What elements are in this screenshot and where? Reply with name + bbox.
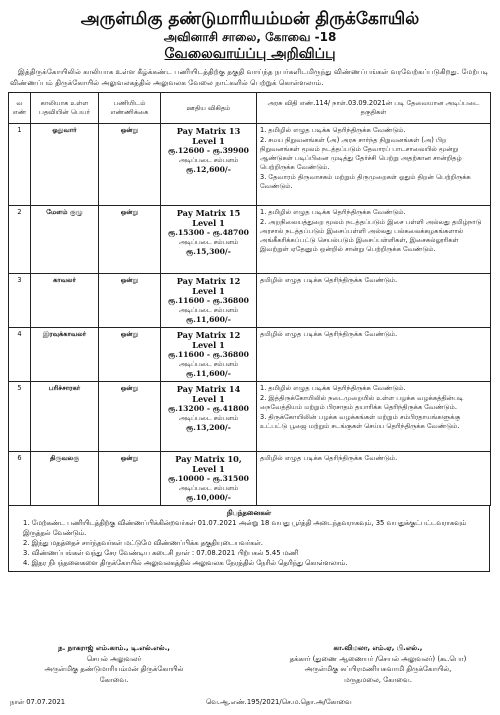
signatory-place: மருதமலை, கோவை. <box>344 675 412 684</box>
pay-matrix: Pay Matrix 12 Level 1 <box>176 330 241 350</box>
basic-pay-amount: ரூ.13,200/- <box>186 423 231 432</box>
table-row <box>9 124 491 206</box>
conditions-title: நிபந்தனைகள் <box>226 509 272 517</box>
post-name-cell: காவலர் <box>31 274 99 328</box>
pay-range: ரூ.13200 - ரூ.41800 <box>168 404 249 413</box>
vacancy-table <box>8 92 491 506</box>
qualification-item: 2. இத்திருக்கோயிலில் நடைமுறையில் உள்ள பழக்க வழக்கத்தின்படி நைவேத்தியம் மற்றும் பிரசாதம் தயாரிக்க தெரிந்திருக்க வேண்டும். <box>260 394 464 411</box>
header-post-count: பணியிடம் எண்ணிக்கை <box>99 93 161 124</box>
signature-trustee <box>262 643 494 685</box>
salary-cell <box>161 382 257 452</box>
table-row <box>9 274 491 328</box>
basic-pay-label: அடிப்படை சம்பளம் <box>178 360 239 368</box>
serial-number-cell: 4 <box>9 328 31 382</box>
serial-number-cell: 5 <box>9 382 31 452</box>
pay-range: ரூ.15300 - ரூ.48700 <box>168 228 249 237</box>
basic-pay-label: அடிப்படை சம்பளம் <box>178 484 239 492</box>
post-name-cell: பரிச்சாரகர் <box>31 382 99 452</box>
qualification-cell <box>257 382 491 452</box>
qualification-item: 1. தமிழில் எழுத படிக்க தெரிந்திருக்க வேண்டும். <box>260 208 406 216</box>
basic-pay-amount: ரூ.10,000/- <box>186 493 231 502</box>
notice-date: நாள் 07.07.2021 <box>10 698 66 706</box>
pay-matrix: Pay Matrix 12 Level 1 <box>176 276 241 296</box>
temple-address: அவினாசி சாலை, கோவை -18 <box>163 30 337 44</box>
salary-cell <box>161 328 257 382</box>
header-salary: ஊதிய விகிதம் <box>161 93 257 124</box>
post-count-cell: ஒன்று <box>99 206 161 274</box>
basic-pay-label: அடிப்படை சம்பளம் <box>178 238 239 246</box>
conditions-box <box>8 506 490 572</box>
table-row <box>9 328 491 382</box>
qualification-cell <box>257 206 491 274</box>
condition-item: 3. விண்ணப்பங்கள் வந்து சேர வேண்டிய கடைசி நாள் : 07.08.2021 பிற்பகல் 5.45 மணி <box>23 549 299 557</box>
pay-matrix: Pay Matrix 14 Level 1 <box>176 384 241 404</box>
post-name-cell: ஓதுவார் <box>31 124 99 206</box>
salary-cell <box>161 452 257 506</box>
qualification-cell <box>257 124 491 206</box>
table-header-row <box>9 93 491 124</box>
signatory-designation: செயல் அலுவலர் <box>86 654 142 663</box>
vacancy-rows <box>9 124 491 506</box>
basic-pay-amount: ரூ.12,600/- <box>186 165 231 174</box>
qualification-cell <box>257 452 491 506</box>
post-count-cell: ஒன்று <box>99 274 161 328</box>
pay-range: ரூ.11600 - ரூ.36800 <box>168 350 249 359</box>
qualification-cell <box>257 328 491 382</box>
post-name-cell: திருவலகு <box>31 452 99 506</box>
qualification-item: 2. சமய நிறுவனங்கள் (அ) அரசு சார்ந்த நிறுவனங்கள் (அ) பிற நிறுவனங்கள் மூலம் நடத்தப்படும் தேவாரப் பாடசாலையில் மூன்று ஆண்டுகள் படிப்பினை முடித்து தேர்ச்சி பெற்று அதற்கான சான்றிதழ் பெற்றிருக்க வேண்டும். <box>260 136 462 171</box>
pay-matrix: Pay Matrix 13 Level 1 <box>176 126 241 146</box>
post-count-cell: ஒன்று <box>99 328 161 382</box>
table-row <box>9 206 491 274</box>
qualification-item: 3. திருக்கோயிலின் பழக்க வழக்கங்கள் மற்றும் சம்பிரதாயங்களுக்கு உட்பட்டு பூஜை மற்றும் சடங்குகள் செய்ய தெரிந்திருக்க வேண்டும். <box>260 413 461 430</box>
basic-pay-amount: ரூ.11,600/- <box>186 369 231 378</box>
table-row <box>9 382 491 452</box>
qualification-item: 1. தமிழில் எழுத படிக்க தெரிந்திருக்க வேண்டும். <box>260 126 406 134</box>
condition-item: 1. மேற்கண்ட பணியிடத்திற்கு விண்ணப்பிக்கின்றவர்கள் 01.07.2021 அன்று 18 வயது பூர்த்தி அடைந்தவராகவும், 35 வயதுக்குட்பட்டவராகவும் இருத்தல் வேண்டும். <box>23 519 467 537</box>
salary-cell <box>161 274 257 328</box>
signatory-name: ந. நாகராஜ் எம்.காம்., டி.எல்.எல்., <box>58 644 170 652</box>
qualification-item: தமிழில் எழுத படிக்க தெரிந்திருக்க வேண்டும். <box>260 454 398 462</box>
signature-executive-officer <box>14 643 214 685</box>
signatory-place: கோவை. <box>99 675 129 684</box>
serial-number-cell: 1 <box>9 124 31 206</box>
condition-item: 2. இந்து மதத்தைச் சார்ந்தவர்கள் மட்டுமே விண்ணப்பிக்க தகுதியுடையவர்கள். <box>23 539 263 547</box>
post-count-cell: ஒன்று <box>99 382 161 452</box>
signatory-designation: தக்கார் (துணை ஆணையர் /செயல் அலுவலர்) (கூ.பொ) <box>289 654 467 663</box>
post-name-cell: இரவுக்காவலர் <box>31 328 99 382</box>
basic-pay-label: அடிப்படை சம்பளம் <box>178 156 239 164</box>
basic-pay-amount: ரூ.11,600/- <box>186 315 231 324</box>
intro-paragraph: இத்திருக்கோயிலில் காலியாக உள்ள கீழ்க்கண்ட பணியிடத்திற்கு தகுதி வாய்ந்த நபர்களிடமிருந்து விண்ணப்பங்கள் வரவேற்கப்படுகிறது. மேற்படி விண்ணப்பம் திருக்கோயில் அலுவலகத்தில் அலுவலக வேலை நாட்களில் பெற்றுக் கொள்ளலாம். <box>10 67 489 87</box>
notice-heading: வேலைவாய்ப்பு அறிவிப்பு <box>164 46 336 62</box>
temple-title: அருள்மிகு தண்டுமாரியம்மன் திருக்கோயில் <box>80 9 420 29</box>
post-name-cell: மேளம் குழு <box>31 206 99 274</box>
reference-number: வெ.ஆ.எண்.195/2021/செ.ம.தொ.அ/கோவை <box>206 698 352 706</box>
condition-item: 4. இதர நிபந்தனைகளை திருக்கோயில் அலுவலகத்தில் அலுவலக நேரத்தில் நேரில் தெரிந்து கொள்ளலாம். <box>23 559 348 567</box>
pay-range: ரூ.11600 - ரூ.36800 <box>168 296 249 305</box>
serial-number-cell: 2 <box>9 206 31 274</box>
qualification-cell <box>257 274 491 328</box>
pay-matrix: Pay Matrix 10, Level 1 <box>175 454 242 474</box>
salary-cell <box>161 124 257 206</box>
pay-matrix: Pay Matrix 15 Level 1 <box>176 208 241 228</box>
header-serial-number: வ எண் <box>9 93 31 124</box>
post-count-cell: ஒன்று <box>99 124 161 206</box>
salary-cell <box>161 206 257 274</box>
qualification-item: 1. தமிழில் எழுத படிக்க தெரிந்திருக்க வேண்டும். <box>260 384 406 392</box>
qualification-item: தமிழில் எழுத படிக்க தெரிந்திருக்க வேண்டும். <box>260 276 398 284</box>
pay-range: ரூ.10000 - ரூ.31500 <box>168 474 249 483</box>
header-post-name: காலியாக உள்ள பதவியின் பெயர் <box>31 93 99 124</box>
qualification-item: தமிழில் எழுத படிக்க தெரிந்திருக்க வேண்டும். <box>260 330 398 338</box>
post-count-cell: ஒன்று <box>99 452 161 506</box>
qualification-item: 3. தேவாரம் திருவாசகம் மற்றும் திருமுறைகள் ஓதும் திறன் பெற்றிருக்க வேண்டும். <box>260 173 471 190</box>
signatory-name: கா.விமலா, எம்.ஏ, பி.எல்., <box>333 644 423 652</box>
signatory-organisation: அருள்மிகு தண்டுமாரியம்மன் திருக்கோயில் <box>44 665 184 673</box>
pay-range: ரூ.12600 - ரூ.39900 <box>168 146 249 155</box>
signatory-organisation: அருள்மிகு சுப்பிரமணியசுவாமி திருக்கோயில், <box>304 665 452 673</box>
qualification-item: 2. அறநிலையத்துறை மூலம் நடத்தப்படும் இசை பள்ளி அல்லது தமிழ்நாடு அரசால் நடத்தப்படும் இசைப்பள்ளி அல்லது பல்கலைக்கழகங்களால் அங்கீகரிக்கப்பட்டு செயல்படும் இசைப்பள்ளிகள், இசைகல்லூரிகள் இவற்றுள் ஏதேனும் ஒன்றில் சான்று பெற்றிருக்க வேண்டும். <box>260 218 482 253</box>
basic-pay-label: அடிப்படை சம்பளம் <box>178 306 239 314</box>
basic-pay-amount: ரூ.15,300/- <box>186 247 231 256</box>
table-row <box>9 452 491 506</box>
header-qualification: அரசு விதி எண்.114/ நாள்.03.09.2021ன் படி தேவையான அடிப்படை தகுதிகள் <box>257 93 491 124</box>
serial-number-cell: 6 <box>9 452 31 506</box>
serial-number-cell: 3 <box>9 274 31 328</box>
basic-pay-label: அடிப்படை சம்பளம் <box>178 414 239 422</box>
